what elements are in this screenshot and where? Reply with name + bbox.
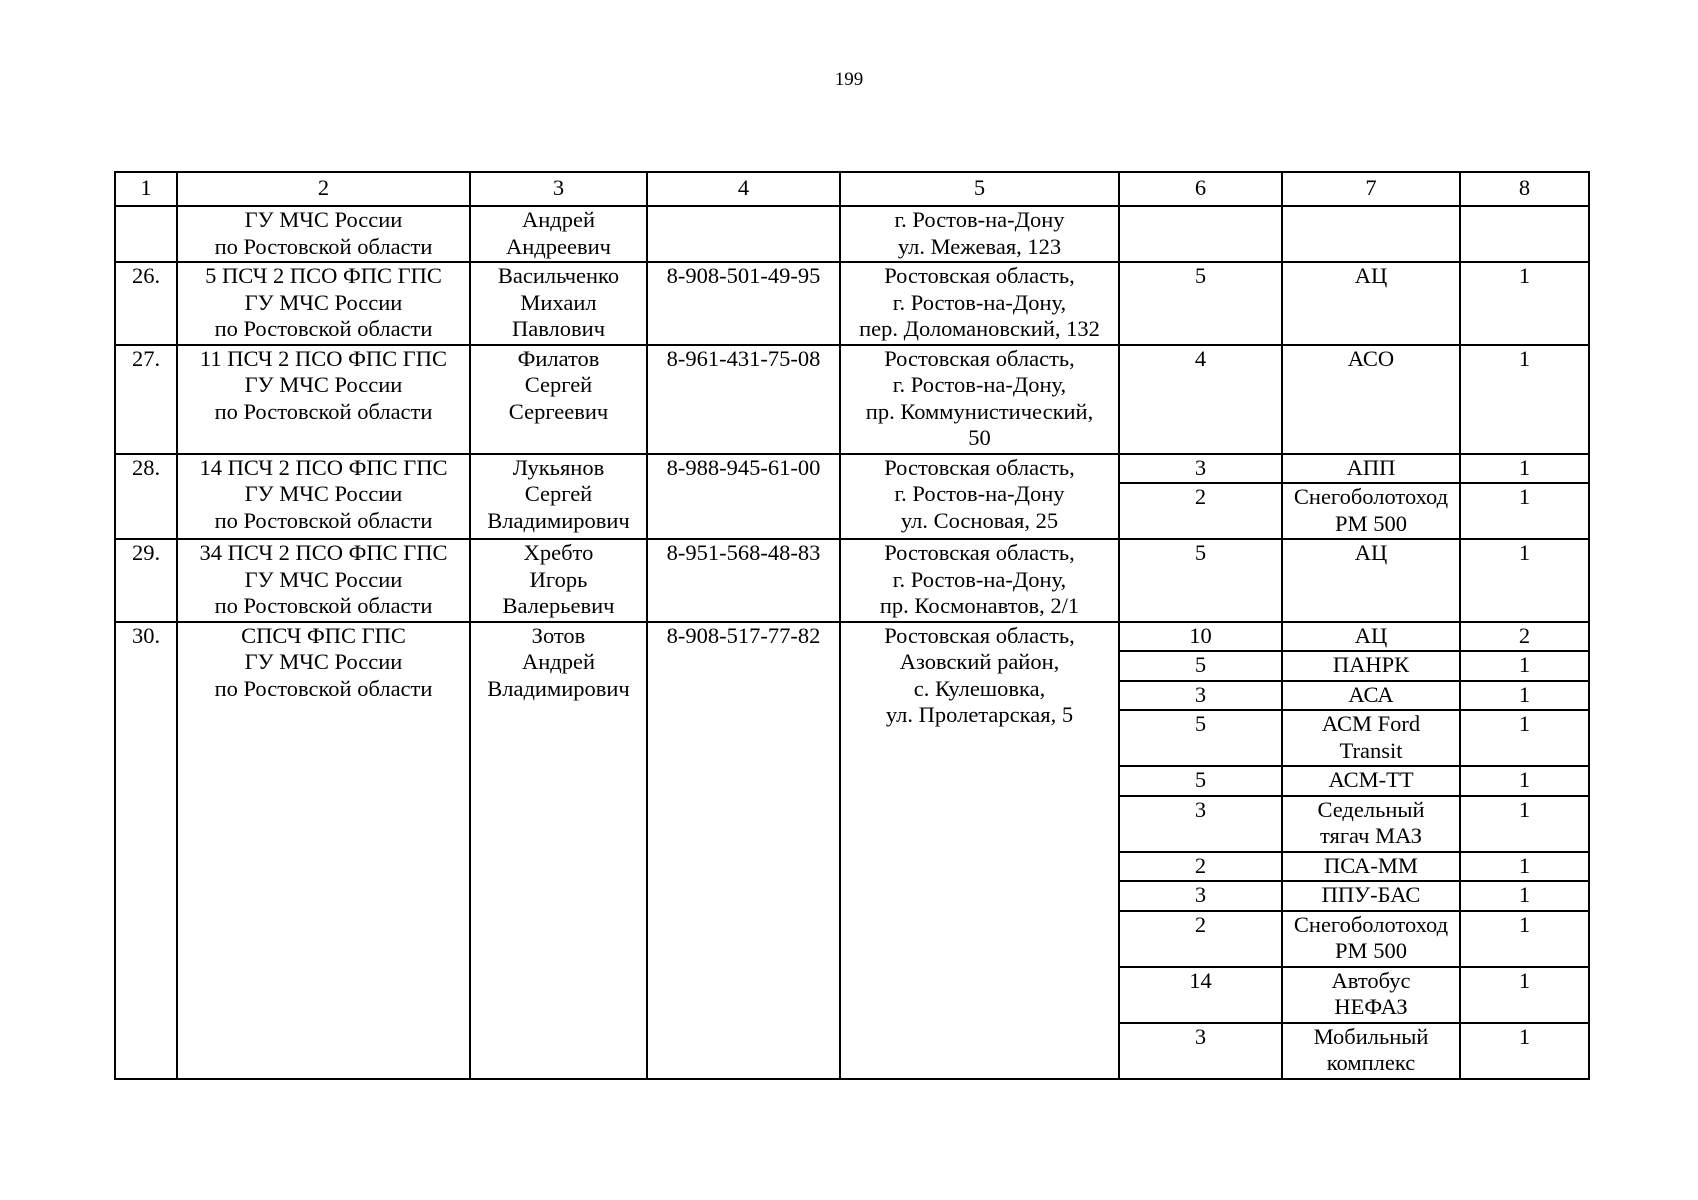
col7-cell: АЦ: [1282, 262, 1460, 345]
responsible-person-cell: Васильченко Михаил Павлович: [470, 262, 647, 345]
organization-cell: 34 ПСЧ 2 ПСО ФПС ГПС ГУ МЧС России по Ростовской области: [177, 539, 470, 622]
col8-cell: 1: [1460, 881, 1589, 911]
table-body: [115, 172, 1589, 1079]
organization-cell: СПСЧ ФПС ГПС ГУ МЧС России по Ростовской области: [177, 622, 470, 1079]
column-number-row: [115, 172, 1589, 206]
col7-cell: Снегоболотоход РМ 500: [1282, 483, 1460, 539]
table-row: [115, 622, 1589, 652]
col6-cell: [1119, 206, 1282, 262]
column-number-6: 6: [1119, 172, 1282, 206]
responsible-person-cell: Филатов Сергей Сергеевич: [470, 345, 647, 454]
phone-cell: 8-951-568-48-83: [647, 539, 840, 622]
table-row: [115, 345, 1589, 454]
col8-cell: 1: [1460, 681, 1589, 711]
responsible-person-cell: Зотов Андрей Владимирович: [470, 622, 647, 1079]
col6-cell: 3: [1119, 681, 1282, 711]
col6-cell: 3: [1119, 881, 1282, 911]
col6-cell: 3: [1119, 796, 1282, 852]
col8-cell: [1460, 206, 1589, 262]
address-cell: Ростовская область, г. Ростов-на-Дону, пер. Доломановский, 132: [840, 262, 1119, 345]
organization-cell: 5 ПСЧ 2 ПСО ФПС ГПС ГУ МЧС России по Ростовской области: [177, 262, 470, 345]
phone-cell: 8-961-431-75-08: [647, 345, 840, 454]
table-row: [115, 539, 1589, 622]
col7-cell: Снегоболотоход РМ 500: [1282, 911, 1460, 967]
column-number-8: 8: [1460, 172, 1589, 206]
col6-cell: 2: [1119, 852, 1282, 882]
col6-cell: 5: [1119, 710, 1282, 766]
col8-cell: 1: [1460, 651, 1589, 681]
column-number-2: 2: [177, 172, 470, 206]
row-number-cell: 26.: [115, 262, 177, 345]
col7-cell: АПП: [1282, 454, 1460, 484]
col8-cell: 1: [1460, 852, 1589, 882]
organization-cell: 11 ПСЧ 2 ПСО ФПС ГПС ГУ МЧС России по Ростовской области: [177, 345, 470, 454]
col6-cell: 4: [1119, 345, 1282, 454]
col7-cell: [1282, 206, 1460, 262]
page-number: 199: [834, 69, 864, 90]
col7-cell: АСО: [1282, 345, 1460, 454]
col8-cell: 1: [1460, 483, 1589, 539]
column-number-7: 7: [1282, 172, 1460, 206]
col7-cell: ПСА-ММ: [1282, 852, 1460, 882]
col6-cell: 3: [1119, 454, 1282, 484]
col8-cell: 1: [1460, 539, 1589, 622]
address-cell: Ростовская область, г. Ростов-на-Дону, пр. Коммунистический, 50: [840, 345, 1119, 454]
column-number-4: 4: [647, 172, 840, 206]
address-cell: Ростовская область, г. Ростов-на-Дону, пр. Космонавтов, 2/1: [840, 539, 1119, 622]
col7-cell: Седельный тягач МАЗ: [1282, 796, 1460, 852]
table-row: [115, 262, 1589, 345]
col8-cell: 1: [1460, 262, 1589, 345]
col7-cell: ПАНРК: [1282, 651, 1460, 681]
col8-cell: 2: [1460, 622, 1589, 652]
col8-cell: 1: [1460, 967, 1589, 1023]
equipment-table: [114, 171, 1590, 1080]
phone-cell: 8-908-501-49-95: [647, 262, 840, 345]
col8-cell: 1: [1460, 454, 1589, 484]
col7-cell: ППУ-БАС: [1282, 881, 1460, 911]
phone-cell: 8-988-945-61-00: [647, 454, 840, 540]
column-number-3: 3: [470, 172, 647, 206]
column-number-5: 5: [840, 172, 1119, 206]
row-number-cell: 29.: [115, 539, 177, 622]
address-cell: Ростовская область, г. Ростов-на-Дону ул. Сосновая, 25: [840, 454, 1119, 540]
column-number-1: 1: [115, 172, 177, 206]
col6-cell: 14: [1119, 967, 1282, 1023]
col8-cell: 1: [1460, 345, 1589, 454]
col6-cell: 3: [1119, 1023, 1282, 1079]
col7-cell: АЦ: [1282, 622, 1460, 652]
continuation-row: [115, 206, 1589, 262]
responsible-person-cell: Лукьянов Сергей Владимирович: [470, 454, 647, 540]
col6-cell: 2: [1119, 911, 1282, 967]
responsible-person-cell: Хребто Игорь Валерьевич: [470, 539, 647, 622]
col7-cell: АСА: [1282, 681, 1460, 711]
col8-cell: 1: [1460, 710, 1589, 766]
table-row: [115, 454, 1589, 484]
col7-cell: Автобус НЕФАЗ: [1282, 967, 1460, 1023]
phone-cell: [647, 206, 840, 262]
col7-cell: АЦ: [1282, 539, 1460, 622]
responsible-person-cell: Андрей Андреевич: [470, 206, 647, 262]
col8-cell: 1: [1460, 911, 1589, 967]
col6-cell: 5: [1119, 539, 1282, 622]
col6-cell: 5: [1119, 262, 1282, 345]
organization-cell: ГУ МЧС России по Ростовской области: [177, 206, 470, 262]
row-number-cell: 27.: [115, 345, 177, 454]
col8-cell: 1: [1460, 796, 1589, 852]
col6-cell: 2: [1119, 483, 1282, 539]
col7-cell: АСМ-ТТ: [1282, 766, 1460, 796]
col6-cell: 5: [1119, 651, 1282, 681]
col6-cell: 10: [1119, 622, 1282, 652]
row-number-cell: 28.: [115, 454, 177, 540]
phone-cell: 8-908-517-77-82: [647, 622, 840, 1079]
col7-cell: Мобильный комплекс: [1282, 1023, 1460, 1079]
col8-cell: 1: [1460, 1023, 1589, 1079]
organization-cell: 14 ПСЧ 2 ПСО ФПС ГПС ГУ МЧС России по Ростовской области: [177, 454, 470, 540]
col6-cell: 5: [1119, 766, 1282, 796]
col8-cell: 1: [1460, 766, 1589, 796]
row-number-cell: 30.: [115, 622, 177, 1079]
col7-cell: АСМ Ford Transit: [1282, 710, 1460, 766]
address-cell: г. Ростов-на-Дону ул. Межевая, 123: [840, 206, 1119, 262]
row-number-cell: [115, 206, 177, 262]
address-cell: Ростовская область, Азовский район, с. Кулешовка, ул. Пролетарская, 5: [840, 622, 1119, 1079]
